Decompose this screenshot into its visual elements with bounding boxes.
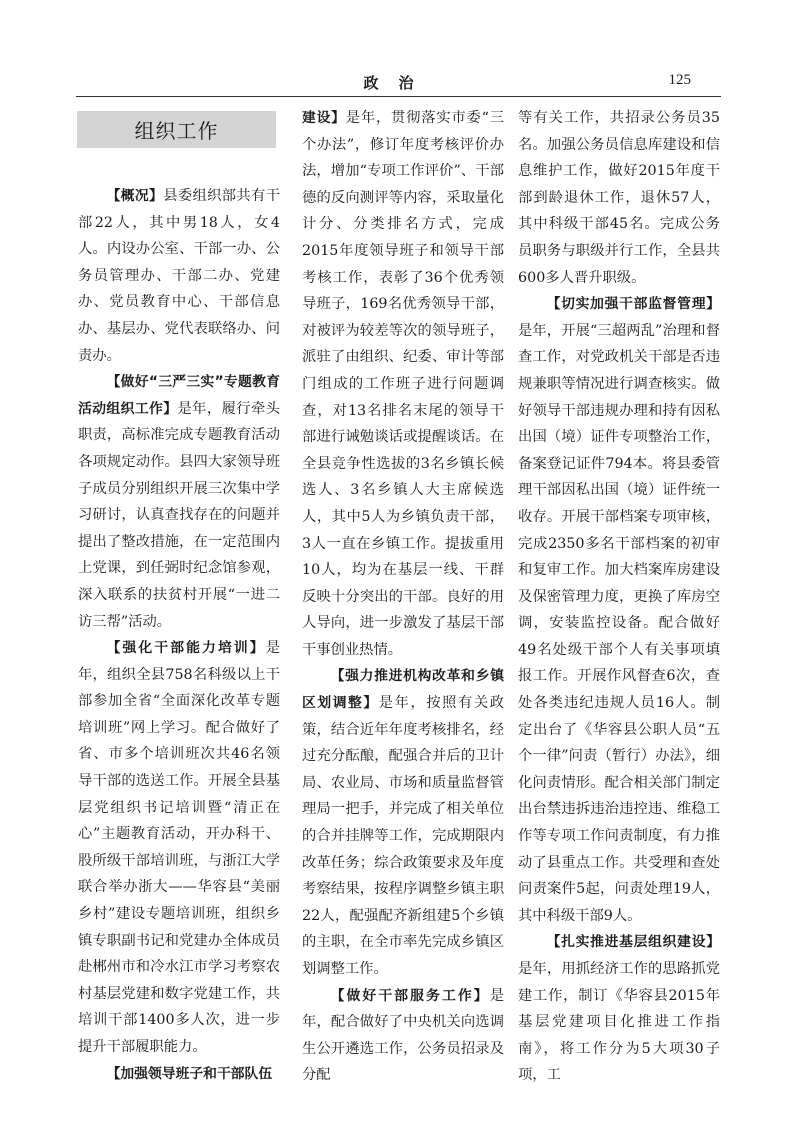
paragraph-overview (78, 183, 280, 369)
paragraph-body: 是年，配合做好了中央机关向选调生公开遴选工作，公务员招录及分配 (302, 987, 504, 1084)
text-column-2 (302, 105, 504, 1089)
paragraph-body: 是年，用抓经济工作的思路抓党建工作，制订《华容县2015年基层党建项目化推进工作指南》，将工作分为5大项30子项，工 (518, 961, 720, 1084)
paragraph-heading: 【做好“三严三实”专题教育活动组织工作】 (78, 374, 280, 417)
paragraph-leadership-cont (302, 105, 504, 663)
text-column-3 (518, 105, 720, 1089)
paragraph-body: 是年，贯彻落实市委“三个办法”，修订年度考核评价办法，增加“专项工作评价”、干部德的反向测评等内容，采取量化计分、分类排名方式，完成2015年度领导班子和领导干部考核工作，表彰了36个优秀领导班子，169名优秀领导干部，对被评为较差等次的领导班子，派驻了由组织、纪委、审计等部门组成的工作班子进行问题调查，对13名排名末尾的领导干部进行诫勉谈话或提醒谈话。在全县竞争性选拔的3名乡镇长候选人、3名乡镇人大主席候选人，其中5人为乡镇负责干部，3人一直在乡镇工作。提拔重用10人，均为在基层一线、干群反映十分突出的干部。良好的用人导向，进一步激发了基层干部干事创业热情。 (302, 110, 505, 658)
paragraph-body: 等有关工作，共招录公务员35名。加强公务员信息库建设和信息维护工作，做好2015年度干部到龄退休工作，退休57人，其中科级干部45名。完成公务员职务与职级并行工作，全县共600多人晋升职级。 (518, 110, 720, 286)
article-title: 组织工作 (77, 111, 276, 148)
paragraph-heading: 【概况】 (106, 188, 164, 204)
paragraph-heading: 【加强领导班子和干部队伍 (106, 1065, 273, 1082)
paragraph-reform (302, 663, 504, 982)
paragraph-leadership-start (78, 1061, 280, 1088)
text-column-1 (78, 183, 280, 1087)
paragraph-grassroots (518, 929, 720, 1089)
paragraph-heading: 【扎实推进基层组织建设】 (546, 934, 720, 951)
paragraph-heading: 建设】 (302, 110, 346, 126)
paragraph-heading: 【切实加强干部监督管理】 (546, 296, 720, 313)
paragraph-heading: 【做好干部服务工作】 (330, 987, 490, 1004)
section-name: 政治 (363, 74, 434, 92)
paragraph-service (302, 983, 504, 1089)
paragraph-supervision (518, 291, 720, 929)
running-header (76, 70, 721, 97)
paragraph-body: 是年，履行牵头职责，高标准完成专题教育活动各项规定动作。县四大家领导班子成员分别组织开展三次集中学习研讨，认真查找存在的问题并提出了整改措施，在一定范围内上党课，到任弼时纪念馆参观，深入联系的扶贫村开展“一进二访三帮”活动。 (78, 400, 281, 630)
paragraph-body: 县委组织部共有干部22人，其中男18人，女4人。内设办公室、干部一办、公务员管理办、干部二办、党建办、党员教育中心、干部信息办、基层办、党代表联络办、问责办。 (78, 188, 281, 364)
paragraph-three-strict (78, 369, 280, 635)
page-number: 125 (668, 72, 691, 88)
paragraph-heading: 【强力推进机构改革和乡镇区划调整】 (302, 668, 504, 712)
paragraph-heading: 【强化干部能力培训】 (106, 640, 266, 657)
paragraph-body: 是年，组织全县758名科级以上干部参加全省“全面深化改革专题培训班”网上学习。配合做好了省、市多个培训班次共46名领导干部的选送工作。开展全县基层党组织书记培训暨“清正在心”主题教育活动，开办科干、股所级干部培训班，与浙江大学联合举办浙大——华容县“美丽乡村”建设专题培训班，组织乡镇专职副书记和党建办全体成员赴郴州市和冷水江市学习考察农村基层党建和数字党建工作，共培训干部1400多人次，进一步提升干部履职能力。 (78, 640, 280, 1055)
paragraph-body: 是年，开展“三超两乱”治理和督查工作，对党政机关干部是否违规兼职等情况进行调查核实。做好领导干部违规办理和持有因私出国（境）证件专项整治工作，备案登记证件794本。将县委管理干部因私出国（境）证件统一收存。开展干部档案专项审核，完成2350多名干部档案的初审和复审工作。加大档案库房建设及保密管理力度，更换了库房空调，安装监控设备。配合做好49名处级干部个人有关事项填报工作。开展作风督查6次，查处各类违纪违规人员16人。制定出台了《华容县公职人员“五个一律”问责（暂行）办法》，细化问责情形。配合相关部门制定出台禁违拆违治违控违、维稳工作等专项工作问责制度，有力推动了县重点工作。共受理和查处问责案件5起，问责处理19人，其中科级干部9人。 (518, 322, 720, 924)
paragraph-body: 是年，按照有关政策，结合近年年度考核排名，经过充分酝酿，配强合并后的卫计局、农业局、市场和质量监督管理局一把手，并完成了相关单位的合并挂牌等工作，完成期限内改革任务；综合政策要求及年度考察结果，按程序调整乡镇主职22人，配强配齐新组建5个乡镇的主职，在全市率先完成乡镇区划调整工作。 (302, 695, 505, 977)
paragraph-training (78, 635, 280, 1061)
paragraph-service-cont (518, 105, 720, 291)
